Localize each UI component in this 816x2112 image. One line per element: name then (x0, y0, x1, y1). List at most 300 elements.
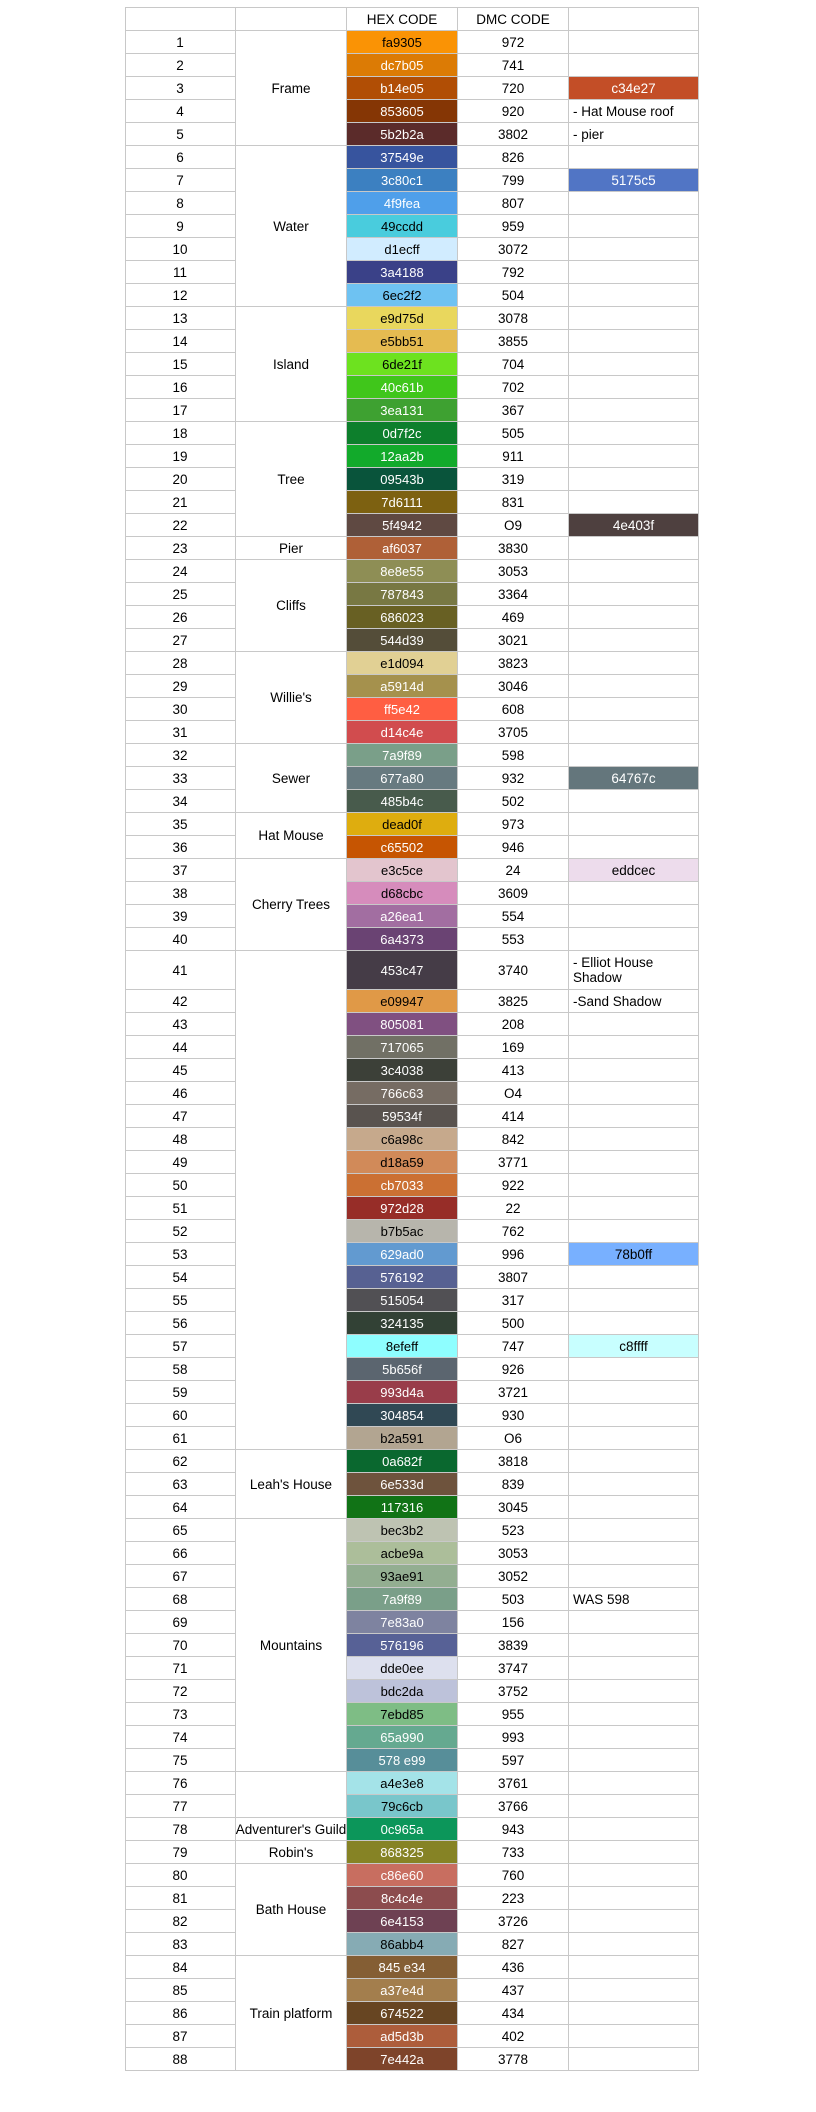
row-number[interactable]: 55 (125, 1289, 236, 1312)
row-number[interactable]: 1 (125, 31, 236, 54)
hex-code-swatch[interactable]: d14c4e (347, 721, 458, 744)
row-number[interactable]: 20 (125, 468, 236, 491)
hex-code-swatch[interactable]: af6037 (347, 537, 458, 560)
note-cell[interactable] (569, 583, 699, 606)
row-number[interactable]: 28 (125, 652, 236, 675)
dmc-code[interactable]: 500 (458, 1312, 569, 1335)
row-number[interactable]: 64 (125, 1496, 236, 1519)
note-cell[interactable]: WAS 598 (569, 1588, 699, 1611)
hex-code-swatch[interactable]: 8e8e55 (347, 560, 458, 583)
row-number[interactable]: 78 (125, 1818, 236, 1841)
note-cell[interactable] (569, 606, 699, 629)
hex-code-swatch[interactable]: 65a990 (347, 1726, 458, 1749)
hex-code-swatch[interactable]: 6e4153 (347, 1910, 458, 1933)
dmc-code[interactable]: 3825 (458, 990, 569, 1013)
note-cell[interactable] (569, 1266, 699, 1289)
note-cell[interactable]: -Sand Shadow (569, 990, 699, 1013)
row-number[interactable]: 8 (125, 192, 236, 215)
row-number[interactable]: 38 (125, 882, 236, 905)
note-cell[interactable] (569, 261, 699, 284)
dmc-code[interactable]: 946 (458, 836, 569, 859)
hex-code-swatch[interactable]: a37e4d (347, 1979, 458, 2002)
note-cell[interactable] (569, 1910, 699, 1933)
dmc-code[interactable]: 3752 (458, 1680, 569, 1703)
row-number[interactable]: 19 (125, 445, 236, 468)
dmc-code[interactable]: 22 (458, 1197, 569, 1220)
hex-code-swatch[interactable]: d18a59 (347, 1151, 458, 1174)
dmc-code[interactable]: 503 (458, 1588, 569, 1611)
dmc-code[interactable]: 169 (458, 1036, 569, 1059)
header-group[interactable] (236, 8, 347, 31)
row-number[interactable]: 47 (125, 1105, 236, 1128)
row-number[interactable]: 25 (125, 583, 236, 606)
dmc-code[interactable]: 943 (458, 1818, 569, 1841)
dmc-code[interactable]: 3046 (458, 675, 569, 698)
hex-code-swatch[interactable]: ff5e42 (347, 698, 458, 721)
dmc-code[interactable]: 926 (458, 1358, 569, 1381)
note-cell[interactable] (569, 698, 699, 721)
note-cell[interactable] (569, 1059, 699, 1082)
dmc-code[interactable]: 839 (458, 1473, 569, 1496)
note-cell[interactable] (569, 2025, 699, 2048)
row-number[interactable]: 68 (125, 1588, 236, 1611)
hex-code-swatch[interactable]: 485b4c (347, 790, 458, 813)
hex-code-swatch[interactable]: cb7033 (347, 1174, 458, 1197)
dmc-code[interactable]: 930 (458, 1404, 569, 1427)
note-cell[interactable] (569, 491, 699, 514)
note-cell[interactable] (569, 1956, 699, 1979)
hex-code-swatch[interactable]: 766c63 (347, 1082, 458, 1105)
note-cell[interactable] (569, 1726, 699, 1749)
hex-code-swatch[interactable]: 59534f (347, 1105, 458, 1128)
note-cell[interactable] (569, 2002, 699, 2025)
hex-code-swatch[interactable]: bdc2da (347, 1680, 458, 1703)
note-cell[interactable] (569, 1979, 699, 2002)
dmc-code[interactable]: O4 (458, 1082, 569, 1105)
row-number[interactable]: 7 (125, 169, 236, 192)
row-number[interactable]: 88 (125, 2048, 236, 2071)
dmc-code[interactable]: 760 (458, 1864, 569, 1887)
dmc-code[interactable]: 3072 (458, 238, 569, 261)
dmc-code[interactable]: 317 (458, 1289, 569, 1312)
note-cell[interactable] (569, 376, 699, 399)
note-cell[interactable] (569, 1519, 699, 1542)
alt-color-swatch[interactable]: c34e27 (569, 77, 699, 100)
note-cell[interactable] (569, 1381, 699, 1404)
row-number[interactable]: 56 (125, 1312, 236, 1335)
note-cell[interactable] (569, 560, 699, 583)
dmc-code[interactable]: 792 (458, 261, 569, 284)
dmc-code[interactable]: 733 (458, 1841, 569, 1864)
note-cell[interactable] (569, 652, 699, 675)
hex-code-swatch[interactable]: 37549e (347, 146, 458, 169)
note-cell[interactable] (569, 2048, 699, 2071)
hex-code-swatch[interactable]: e5bb51 (347, 330, 458, 353)
note-cell[interactable] (569, 1289, 699, 1312)
dmc-code[interactable]: 996 (458, 1243, 569, 1266)
dmc-code[interactable]: 319 (458, 468, 569, 491)
hex-code-swatch[interactable]: 117316 (347, 1496, 458, 1519)
row-number[interactable]: 27 (125, 629, 236, 652)
dmc-code[interactable]: 413 (458, 1059, 569, 1082)
group-label[interactable]: Bath House (236, 1864, 347, 1956)
header-dmc-code[interactable]: DMC CODE (458, 8, 569, 31)
dmc-code[interactable]: 3053 (458, 1542, 569, 1565)
dmc-code[interactable]: 3052 (458, 1565, 569, 1588)
note-cell[interactable] (569, 882, 699, 905)
row-number[interactable]: 45 (125, 1059, 236, 1082)
hex-code-swatch[interactable]: 993d4a (347, 1381, 458, 1404)
hex-code-swatch[interactable]: 717065 (347, 1036, 458, 1059)
row-number[interactable]: 82 (125, 1910, 236, 1933)
hex-code-swatch[interactable]: 4f9fea (347, 192, 458, 215)
row-number[interactable]: 36 (125, 836, 236, 859)
row-number[interactable]: 69 (125, 1611, 236, 1634)
note-cell[interactable] (569, 192, 699, 215)
dmc-code[interactable]: 3740 (458, 951, 569, 990)
group-label[interactable]: Mountains (236, 1519, 347, 1772)
dmc-code[interactable]: 741 (458, 54, 569, 77)
note-cell[interactable] (569, 31, 699, 54)
hex-code-swatch[interactable]: 12aa2b (347, 445, 458, 468)
hex-code-swatch[interactable]: 93ae91 (347, 1565, 458, 1588)
dmc-code[interactable]: 3705 (458, 721, 569, 744)
note-cell[interactable] (569, 1795, 699, 1818)
row-number[interactable]: 15 (125, 353, 236, 376)
group-label[interactable]: Pier (236, 537, 347, 560)
note-cell[interactable] (569, 54, 699, 77)
hex-code-swatch[interactable]: 805081 (347, 1013, 458, 1036)
note-cell[interactable] (569, 1818, 699, 1841)
dmc-code[interactable]: 523 (458, 1519, 569, 1542)
dmc-code[interactable]: 704 (458, 353, 569, 376)
note-cell[interactable] (569, 445, 699, 468)
row-number[interactable]: 33 (125, 767, 236, 790)
note-cell[interactable] (569, 146, 699, 169)
dmc-code[interactable]: 608 (458, 698, 569, 721)
hex-code-swatch[interactable]: c65502 (347, 836, 458, 859)
note-cell[interactable] (569, 215, 699, 238)
note-cell[interactable] (569, 537, 699, 560)
hex-code-swatch[interactable]: e09947 (347, 990, 458, 1013)
header-hex-code[interactable]: HEX CODE (347, 8, 458, 31)
dmc-code[interactable]: 208 (458, 1013, 569, 1036)
note-cell[interactable] (569, 1887, 699, 1910)
hex-code-swatch[interactable]: d1ecff (347, 238, 458, 261)
row-number[interactable]: 84 (125, 1956, 236, 1979)
row-number[interactable]: 23 (125, 537, 236, 560)
note-cell[interactable] (569, 675, 699, 698)
note-cell[interactable] (569, 721, 699, 744)
note-cell[interactable] (569, 1427, 699, 1450)
note-cell[interactable] (569, 468, 699, 491)
hex-code-swatch[interactable]: 304854 (347, 1404, 458, 1427)
dmc-code[interactable]: 993 (458, 1726, 569, 1749)
dmc-code[interactable]: 973 (458, 813, 569, 836)
hex-code-swatch[interactable]: 868325 (347, 1841, 458, 1864)
hex-code-swatch[interactable]: 8c4c4e (347, 1887, 458, 1910)
hex-code-swatch[interactable]: dc7b05 (347, 54, 458, 77)
hex-code-swatch[interactable]: 515054 (347, 1289, 458, 1312)
row-number[interactable]: 74 (125, 1726, 236, 1749)
hex-code-swatch[interactable]: 686023 (347, 606, 458, 629)
dmc-code[interactable]: 972 (458, 31, 569, 54)
row-number[interactable]: 16 (125, 376, 236, 399)
alt-color-swatch[interactable]: 4e403f (569, 514, 699, 537)
dmc-code[interactable]: 367 (458, 399, 569, 422)
alt-color-swatch[interactable]: 5175c5 (569, 169, 699, 192)
dmc-code[interactable]: 3045 (458, 1496, 569, 1519)
row-number[interactable]: 62 (125, 1450, 236, 1473)
note-cell[interactable] (569, 1404, 699, 1427)
note-cell[interactable] (569, 1220, 699, 1243)
note-cell[interactable] (569, 1841, 699, 1864)
row-number[interactable]: 29 (125, 675, 236, 698)
group-label[interactable]: Island (236, 307, 347, 422)
hex-code-swatch[interactable]: a5914d (347, 675, 458, 698)
note-cell[interactable] (569, 928, 699, 951)
dmc-code[interactable]: 799 (458, 169, 569, 192)
hex-code-swatch[interactable]: 49ccdd (347, 215, 458, 238)
row-number[interactable]: 54 (125, 1266, 236, 1289)
row-number[interactable]: 9 (125, 215, 236, 238)
note-cell[interactable] (569, 238, 699, 261)
row-number[interactable]: 17 (125, 399, 236, 422)
row-number[interactable]: 83 (125, 1933, 236, 1956)
note-cell[interactable] (569, 1634, 699, 1657)
dmc-code[interactable]: 3747 (458, 1657, 569, 1680)
note-cell[interactable] (569, 422, 699, 445)
note-cell[interactable] (569, 813, 699, 836)
note-cell[interactable] (569, 790, 699, 813)
row-number[interactable]: 49 (125, 1151, 236, 1174)
group-label[interactable]: Cliffs (236, 560, 347, 652)
dmc-code[interactable]: 502 (458, 790, 569, 813)
row-number[interactable]: 72 (125, 1680, 236, 1703)
row-number[interactable]: 24 (125, 560, 236, 583)
dmc-code[interactable]: 3078 (458, 307, 569, 330)
note-cell[interactable] (569, 330, 699, 353)
hex-code-swatch[interactable]: 79c6cb (347, 1795, 458, 1818)
group-label[interactable]: Tree (236, 422, 347, 537)
row-number[interactable]: 57 (125, 1335, 236, 1358)
row-number[interactable]: 65 (125, 1519, 236, 1542)
hex-code-swatch[interactable]: 7d6111 (347, 491, 458, 514)
note-cell[interactable]: - Elliot House Shadow (569, 951, 699, 990)
row-number[interactable]: 75 (125, 1749, 236, 1772)
hex-code-swatch[interactable]: 845 e34 (347, 1956, 458, 1979)
row-number[interactable]: 30 (125, 698, 236, 721)
group-label[interactable]: Sewer (236, 744, 347, 813)
dmc-code[interactable]: 762 (458, 1220, 569, 1243)
note-cell[interactable] (569, 1036, 699, 1059)
hex-code-swatch[interactable]: 5b2b2a (347, 123, 458, 146)
hex-code-swatch[interactable]: 576192 (347, 1266, 458, 1289)
group-label[interactable]: Robin's (236, 1841, 347, 1864)
hex-code-swatch[interactable]: 6de21f (347, 353, 458, 376)
hex-code-swatch[interactable]: 7e442a (347, 2048, 458, 2071)
dmc-code[interactable]: 3609 (458, 882, 569, 905)
row-number[interactable]: 44 (125, 1036, 236, 1059)
header-notes[interactable] (569, 8, 699, 31)
row-number[interactable]: 12 (125, 284, 236, 307)
dmc-code[interactable]: 831 (458, 491, 569, 514)
note-cell[interactable] (569, 836, 699, 859)
hex-code-swatch[interactable]: 578 e99 (347, 1749, 458, 1772)
row-number[interactable]: 26 (125, 606, 236, 629)
hex-code-swatch[interactable]: dead0f (347, 813, 458, 836)
note-cell[interactable] (569, 1542, 699, 1565)
dmc-code[interactable]: 598 (458, 744, 569, 767)
row-number[interactable]: 73 (125, 1703, 236, 1726)
note-cell[interactable] (569, 1864, 699, 1887)
hex-code-swatch[interactable]: dde0ee (347, 1657, 458, 1680)
hex-code-swatch[interactable]: b7b5ac (347, 1220, 458, 1243)
group-label[interactable]: Leah's House (236, 1450, 347, 1519)
hex-code-swatch[interactable]: e3c5ce (347, 859, 458, 882)
dmc-code[interactable]: 3053 (458, 560, 569, 583)
row-number[interactable]: 31 (125, 721, 236, 744)
dmc-code[interactable]: 3771 (458, 1151, 569, 1174)
hex-code-swatch[interactable]: 324135 (347, 1312, 458, 1335)
hex-code-swatch[interactable]: 7a9f89 (347, 1588, 458, 1611)
row-number[interactable]: 51 (125, 1197, 236, 1220)
dmc-code[interactable]: 3802 (458, 123, 569, 146)
dmc-code[interactable]: 434 (458, 2002, 569, 2025)
hex-code-swatch[interactable]: 0a682f (347, 1450, 458, 1473)
row-number[interactable]: 48 (125, 1128, 236, 1151)
hex-code-swatch[interactable]: a4e3e8 (347, 1772, 458, 1795)
hex-code-swatch[interactable]: 674522 (347, 2002, 458, 2025)
hex-code-swatch[interactable]: 40c61b (347, 376, 458, 399)
hex-code-swatch[interactable]: 6a4373 (347, 928, 458, 951)
dmc-code[interactable]: 3364 (458, 583, 569, 606)
hex-code-swatch[interactable]: 5b656f (347, 1358, 458, 1381)
note-cell[interactable]: - Hat Mouse roof (569, 100, 699, 123)
dmc-code[interactable]: 156 (458, 1611, 569, 1634)
row-number[interactable]: 43 (125, 1013, 236, 1036)
dmc-code[interactable]: 922 (458, 1174, 569, 1197)
dmc-code[interactable]: 3807 (458, 1266, 569, 1289)
hex-code-swatch[interactable]: 453c47 (347, 951, 458, 990)
note-cell[interactable] (569, 1174, 699, 1197)
row-number[interactable]: 42 (125, 990, 236, 1013)
dmc-code[interactable]: 3726 (458, 1910, 569, 1933)
note-cell[interactable] (569, 1611, 699, 1634)
note-cell[interactable] (569, 353, 699, 376)
hex-code-swatch[interactable]: 629ad0 (347, 1243, 458, 1266)
hex-code-swatch[interactable]: e9d75d (347, 307, 458, 330)
row-number[interactable]: 37 (125, 859, 236, 882)
hex-code-swatch[interactable]: c86e60 (347, 1864, 458, 1887)
row-number[interactable]: 80 (125, 1864, 236, 1887)
note-cell[interactable] (569, 1128, 699, 1151)
hex-code-swatch[interactable]: 0d7f2c (347, 422, 458, 445)
note-cell[interactable] (569, 1358, 699, 1381)
dmc-code[interactable]: 414 (458, 1105, 569, 1128)
group-label[interactable]: Adventurer's Guild (236, 1818, 347, 1841)
note-cell[interactable] (569, 1933, 699, 1956)
dmc-code[interactable]: 3778 (458, 2048, 569, 2071)
hex-code-swatch[interactable]: 7a9f89 (347, 744, 458, 767)
group-label[interactable]: Cherry Trees (236, 859, 347, 951)
hex-code-swatch[interactable]: 677a80 (347, 767, 458, 790)
dmc-code[interactable]: O6 (458, 1427, 569, 1450)
hex-code-swatch[interactable]: 6e533d (347, 1473, 458, 1496)
note-cell[interactable] (569, 1082, 699, 1105)
hex-code-swatch[interactable]: acbe9a (347, 1542, 458, 1565)
row-number[interactable]: 58 (125, 1358, 236, 1381)
row-number[interactable]: 13 (125, 307, 236, 330)
hex-code-swatch[interactable]: b14e05 (347, 77, 458, 100)
hex-code-swatch[interactable]: 3c4038 (347, 1059, 458, 1082)
note-cell[interactable] (569, 1151, 699, 1174)
dmc-code[interactable]: 3839 (458, 1634, 569, 1657)
row-number[interactable]: 53 (125, 1243, 236, 1266)
row-number[interactable]: 40 (125, 928, 236, 951)
group-label[interactable]: Hat Mouse (236, 813, 347, 859)
row-number[interactable]: 4 (125, 100, 236, 123)
dmc-code[interactable]: 469 (458, 606, 569, 629)
group-label[interactable]: Frame (236, 31, 347, 146)
hex-code-swatch[interactable]: d68cbc (347, 882, 458, 905)
dmc-code[interactable]: 223 (458, 1887, 569, 1910)
row-number[interactable]: 21 (125, 491, 236, 514)
row-number[interactable]: 46 (125, 1082, 236, 1105)
row-number[interactable]: 85 (125, 1979, 236, 2002)
dmc-code[interactable]: 747 (458, 1335, 569, 1358)
dmc-code[interactable]: O9 (458, 514, 569, 537)
header-number[interactable] (125, 8, 236, 31)
dmc-code[interactable]: 553 (458, 928, 569, 951)
row-number[interactable]: 63 (125, 1473, 236, 1496)
row-number[interactable]: 3 (125, 77, 236, 100)
row-number[interactable]: 71 (125, 1657, 236, 1680)
dmc-code[interactable]: 3721 (458, 1381, 569, 1404)
row-number[interactable]: 5 (125, 123, 236, 146)
row-number[interactable]: 22 (125, 514, 236, 537)
hex-code-swatch[interactable]: b2a591 (347, 1427, 458, 1450)
note-cell[interactable] (569, 1197, 699, 1220)
row-number[interactable]: 39 (125, 905, 236, 928)
note-cell[interactable] (569, 629, 699, 652)
hex-code-swatch[interactable]: 3a4188 (347, 261, 458, 284)
hex-code-swatch[interactable]: c6a98c (347, 1128, 458, 1151)
note-cell[interactable] (569, 1772, 699, 1795)
dmc-code[interactable]: 3855 (458, 330, 569, 353)
note-cell[interactable] (569, 1450, 699, 1473)
dmc-code[interactable]: 3761 (458, 1772, 569, 1795)
hex-code-swatch[interactable]: a26ea1 (347, 905, 458, 928)
row-number[interactable]: 35 (125, 813, 236, 836)
note-cell[interactable] (569, 284, 699, 307)
row-number[interactable]: 50 (125, 1174, 236, 1197)
dmc-code[interactable]: 3818 (458, 1450, 569, 1473)
dmc-code[interactable]: 720 (458, 77, 569, 100)
hex-code-swatch[interactable]: e1d094 (347, 652, 458, 675)
dmc-code[interactable]: 3021 (458, 629, 569, 652)
note-cell[interactable] (569, 1473, 699, 1496)
note-cell[interactable] (569, 1496, 699, 1519)
dmc-code[interactable]: 402 (458, 2025, 569, 2048)
note-cell[interactable] (569, 1680, 699, 1703)
row-number[interactable]: 34 (125, 790, 236, 813)
dmc-code[interactable]: 436 (458, 1956, 569, 1979)
note-cell[interactable] (569, 1565, 699, 1588)
dmc-code[interactable]: 911 (458, 445, 569, 468)
hex-code-swatch[interactable]: 86abb4 (347, 1933, 458, 1956)
row-number[interactable]: 81 (125, 1887, 236, 1910)
